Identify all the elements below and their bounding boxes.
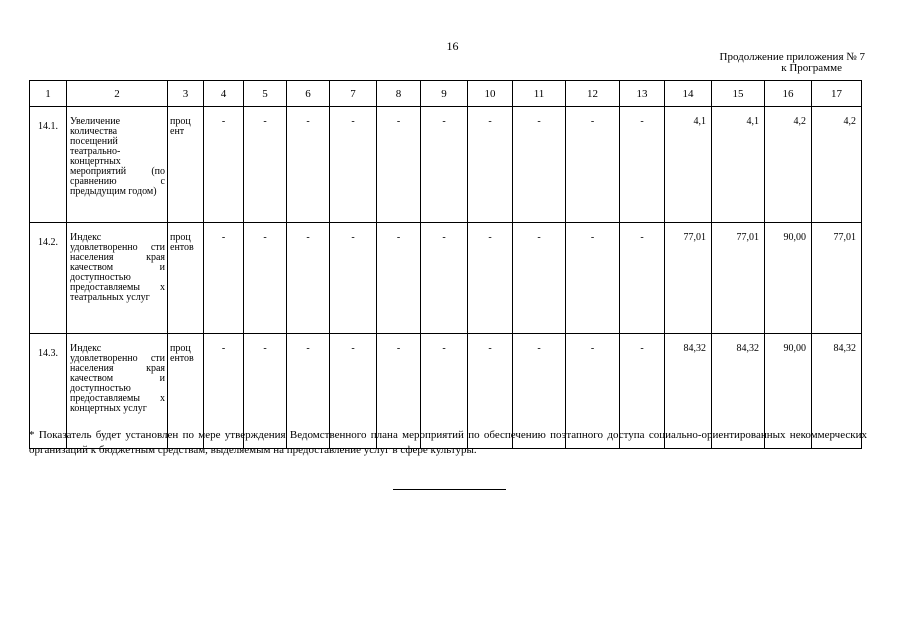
- table-cell: -: [287, 334, 330, 449]
- table-cell: -: [513, 334, 566, 449]
- column-header: 11: [513, 81, 566, 107]
- row-number: 14.3.: [30, 334, 67, 449]
- closing-rule: [393, 489, 506, 490]
- table-cell: -: [566, 334, 620, 449]
- row-number: 14.2.: [30, 223, 67, 334]
- table-cell: 4,1: [712, 107, 765, 223]
- indicator-name: Индекс удовлетворенно сти населения края качеством и доступностью предоставляемы х театральных услуг: [67, 223, 168, 334]
- table-cell: 90,00: [765, 223, 812, 334]
- table-cell: -: [330, 107, 377, 223]
- column-header: 14: [665, 81, 712, 107]
- footnote: * Показатель будет установлен по мере утверждения Ведомственного плана мероприятий по обеспечению поэтапного доступа социально-ориентированных некоммерческих организаций к бюджетным средствам, выделяемым на предоставление услуг в сфере культуры.: [29, 429, 867, 456]
- column-header: 5: [244, 81, 287, 107]
- column-header: 16: [765, 81, 812, 107]
- table-cell: -: [244, 223, 287, 334]
- table-cell: -: [421, 107, 468, 223]
- column-header: 6: [287, 81, 330, 107]
- table-cell: 77,01: [712, 223, 765, 334]
- table-cell: 84,32: [712, 334, 765, 449]
- table-cell: -: [204, 334, 244, 449]
- table-cell: -: [204, 223, 244, 334]
- table-cell: -: [204, 107, 244, 223]
- column-header: 17: [812, 81, 862, 107]
- appendix-line-1: Продолжение приложения № 7: [719, 51, 865, 63]
- column-header: 4: [204, 81, 244, 107]
- row-number: 14.1.: [30, 107, 67, 223]
- column-header: 1: [30, 81, 67, 107]
- table-cell: -: [421, 223, 468, 334]
- unit-of-measure: проц ентов: [168, 223, 204, 334]
- table-cell: -: [566, 107, 620, 223]
- column-header: 9: [421, 81, 468, 107]
- appendix-heading: [720, 52, 865, 74]
- table-cell: -: [244, 334, 287, 449]
- column-header: 2: [67, 81, 168, 107]
- table-cell: -: [468, 334, 513, 449]
- table-cell: 84,32: [665, 334, 712, 449]
- table-cell: 84,32: [812, 334, 862, 449]
- table-cell: -: [287, 107, 330, 223]
- column-header: 3: [168, 81, 204, 107]
- unit-of-measure: проц ентов: [168, 334, 204, 449]
- unit-of-measure: проц ент: [168, 107, 204, 223]
- table-cell: -: [620, 107, 665, 223]
- table-cell: 90,00: [765, 334, 812, 449]
- table-header-row: [30, 81, 862, 107]
- table-cell: 77,01: [812, 223, 862, 334]
- table-row: [30, 223, 862, 334]
- table-cell: 4,2: [812, 107, 862, 223]
- table-row: [30, 107, 862, 223]
- table-cell: 77,01: [665, 223, 712, 334]
- indicator-name: Увеличение количества посещений театрально-концертных мероприятий (по сравнению с предыдущим годом): [67, 107, 168, 223]
- column-header: 13: [620, 81, 665, 107]
- table-cell: -: [287, 223, 330, 334]
- table-cell: -: [468, 107, 513, 223]
- page-number: 16: [446, 39, 459, 53]
- table-cell: 4,1: [665, 107, 712, 223]
- table-cell: -: [620, 334, 665, 449]
- column-header: 12: [566, 81, 620, 107]
- indicator-name: Индекс удовлетворенно сти населения края качеством и доступностью предоставляемы х концертных услуг: [67, 334, 168, 449]
- table-cell: -: [330, 223, 377, 334]
- table-cell: -: [377, 334, 421, 449]
- column-header: 10: [468, 81, 513, 107]
- indicators-table: [29, 80, 862, 449]
- table-cell: -: [620, 223, 665, 334]
- column-header: 8: [377, 81, 421, 107]
- column-header: 7: [330, 81, 377, 107]
- table-cell: -: [377, 223, 421, 334]
- table-cell: -: [566, 223, 620, 334]
- table-cell: -: [421, 334, 468, 449]
- table-cell: -: [330, 334, 377, 449]
- column-header: 15: [712, 81, 765, 107]
- table-cell: -: [468, 223, 513, 334]
- table-cell: 4,2: [765, 107, 812, 223]
- table-cell: -: [513, 107, 566, 223]
- table-cell: -: [244, 107, 287, 223]
- table-cell: -: [513, 223, 566, 334]
- appendix-line-2: к Программе: [781, 62, 842, 74]
- table-cell: -: [377, 107, 421, 223]
